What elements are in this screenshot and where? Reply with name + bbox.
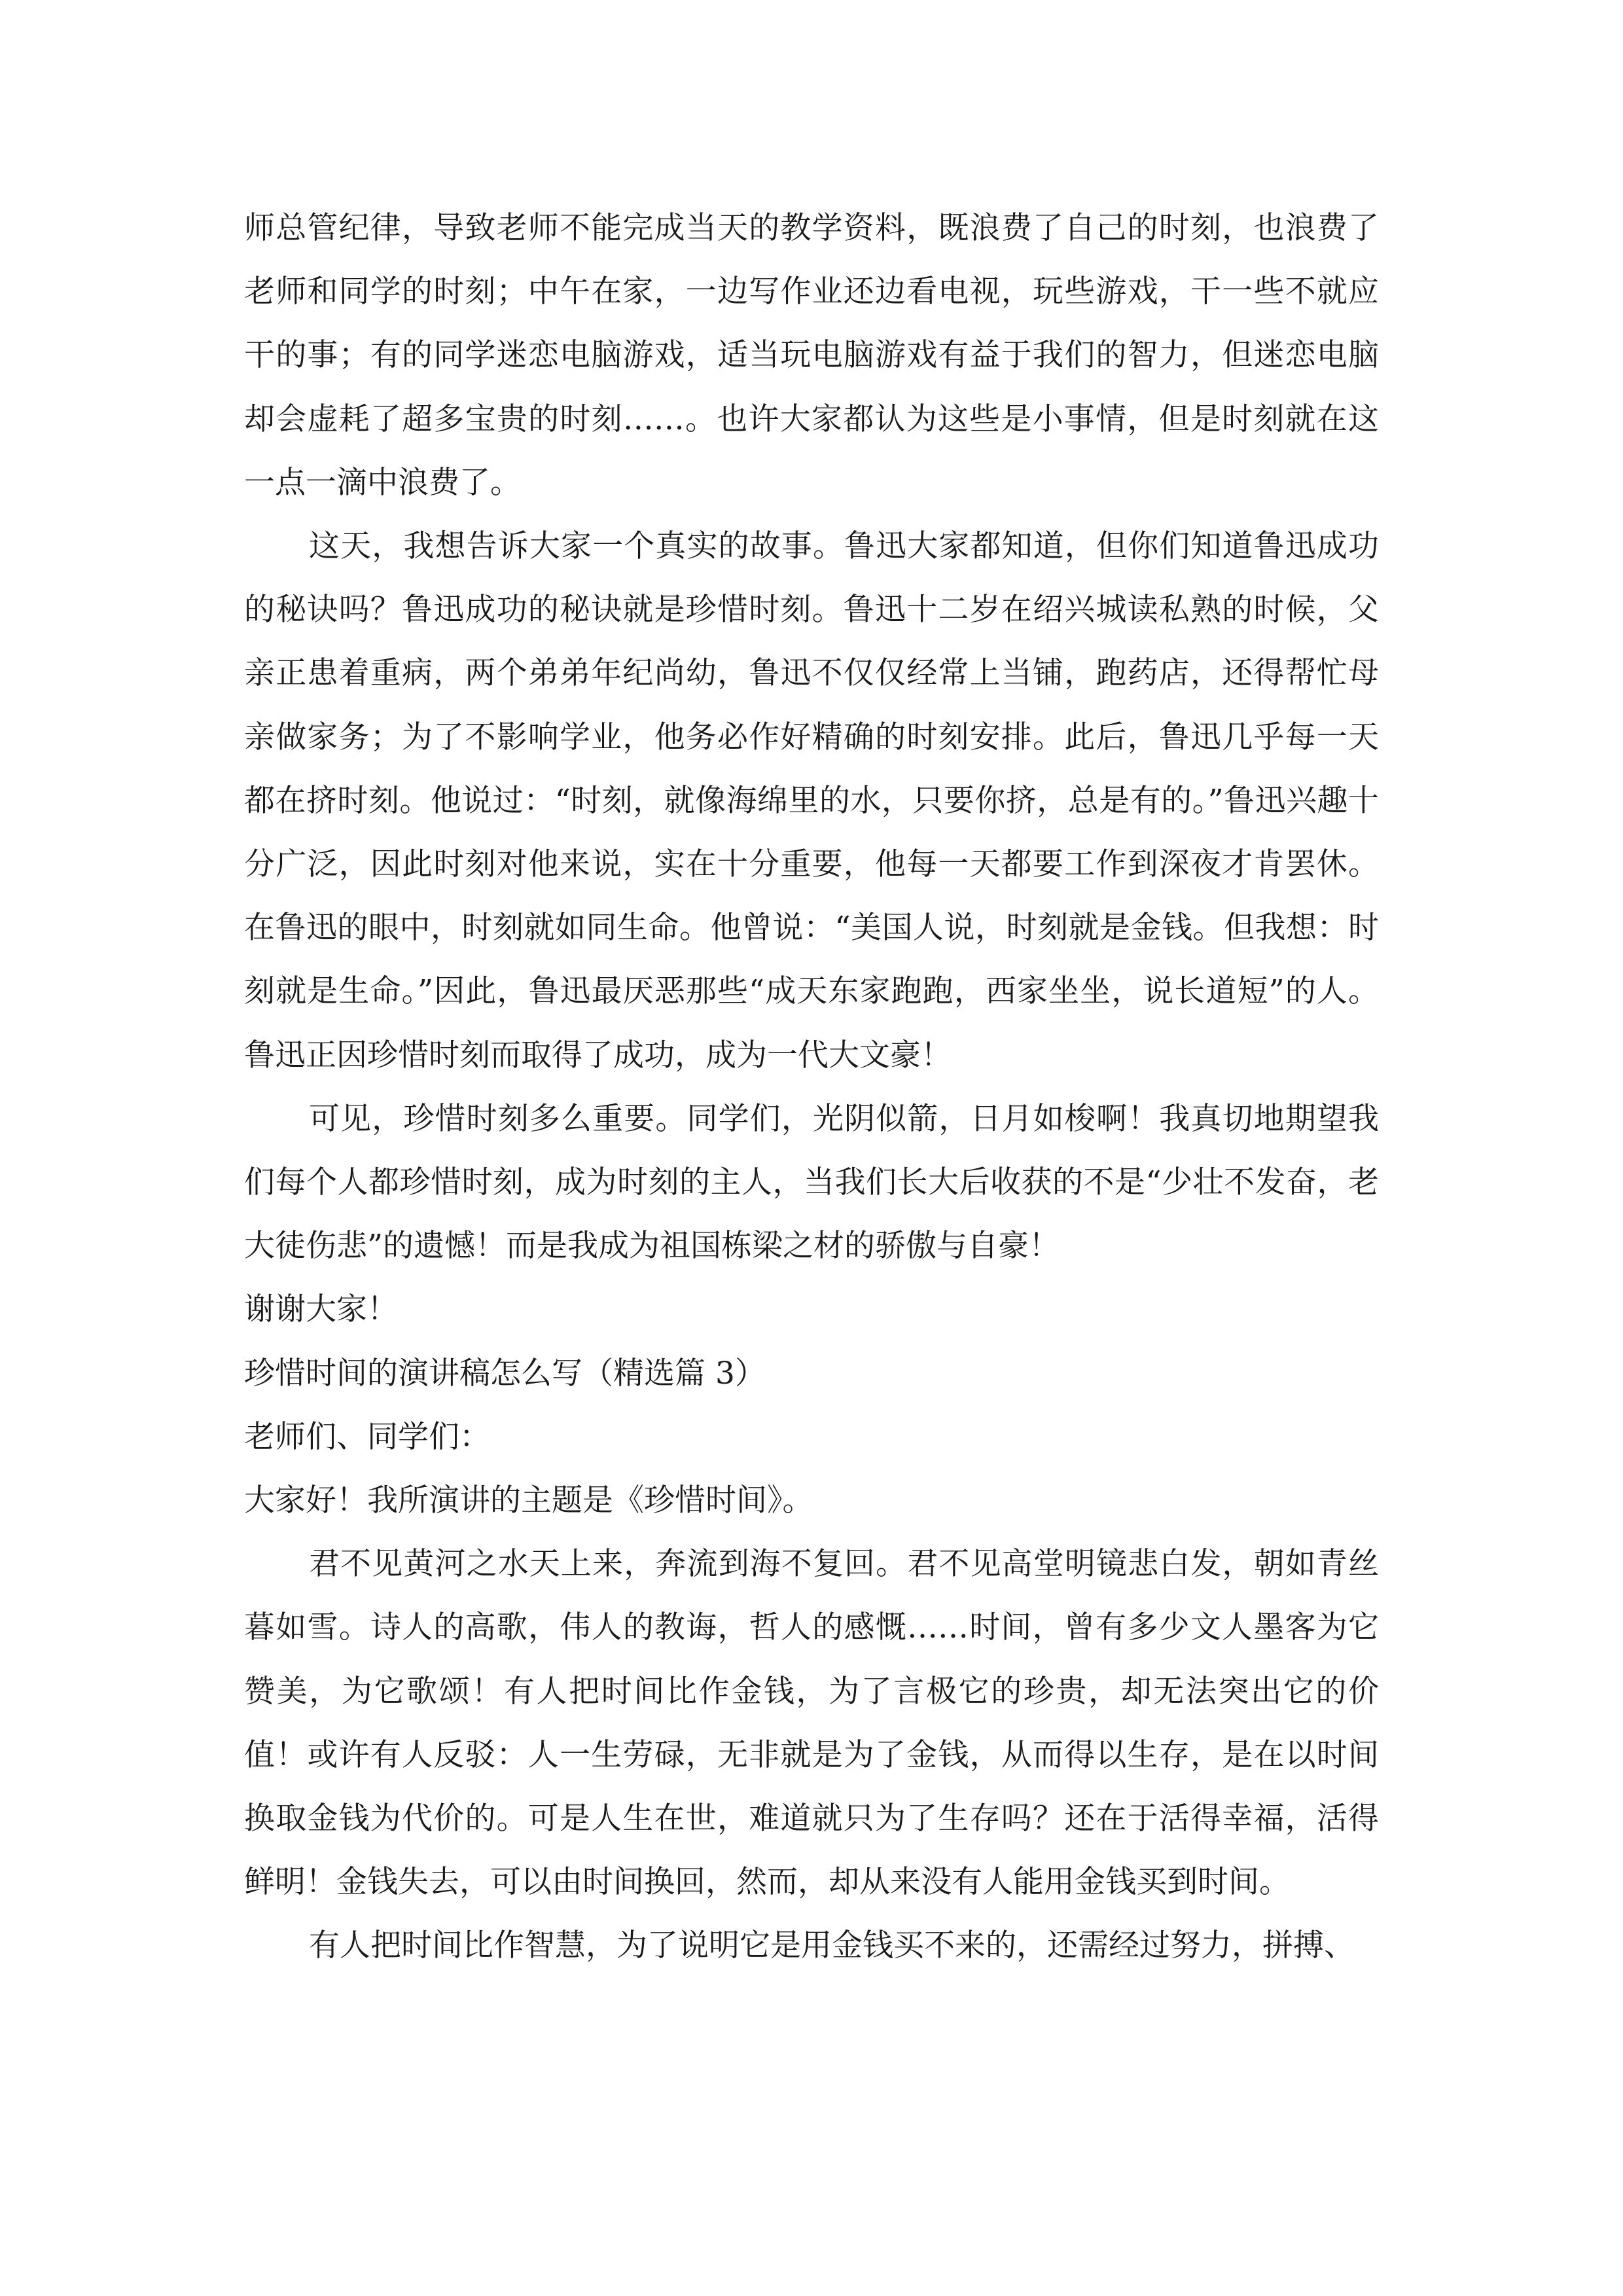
document-body (244, 196, 1379, 1978)
closing-thanks: 谢谢大家！ (244, 1291, 398, 1328)
paragraph-1: 师总管纪律，导致老师不能完成当天的教学资料，既浪费了自己的时刻，也浪费了老师和同学的时刻；中午在家，一边写作业还边看电视，玩些游戏，干一些不就应干的事；有的同学迷恋电脑游戏，适当玩电脑游戏有益于我们的智力，但迷恋电脑却会虚耗了超多宝贵的时刻……。也许大家都认为这些是小事情，但是时刻就在这一点一滴中浪费了。 (244, 210, 1379, 501)
paragraph-2: 这天，我想告诉大家一个真实的故事。鲁迅大家都知道，但你们知道鲁迅成功的秘诀吗？鲁迅成功的秘诀就是珍惜时刻。鲁迅十二岁在绍兴城读私熟的时候，父亲正患着重病，两个弟弟年纪尚幼，鲁迅不仅仅经常上当铺，跑药店，还得帮忙母亲做家务；为了不影响学业，他务必作好精确的时刻安排。此后，鲁迅几乎每一天都在挤时刻。他说过：“时刻，就像海绵里的水，只要你挤，总是有的。”鲁迅兴趣十分广泛，因此时刻对他来说，实在十分重要，他每一天都要工作到深夜才肯罢休。在鲁迅的眼中，时刻就如同生命。他曾说：“美国人说，时刻就是金钱。但我想：时刻就是生命。”因此，鲁迅最厌恶那些“成天东家跑跑，西家坐坐，说长道短”的人。鲁迅正因珍惜时刻而取得了成功，成为一代大文豪！ (244, 528, 1379, 1073)
greeting: 大家好！我所演讲的主题是《珍惜时间》。 (244, 1482, 813, 1519)
paragraph-3: 可见，珍惜时刻多么重要。同学们，光阴似箭，日月如梭啊！我真切地期望我们每个人都珍惜时刻，成为时刻的主人，当我们长大后收获的不是“少壮不发奋，老大徒伤悲”的遗憾！而是我成为祖国栋梁之材的骄傲与自豪！ (244, 1100, 1379, 1265)
section-title: 珍惜时间的演讲稿怎么写（精选篇 3） (244, 1355, 766, 1391)
paragraph-4: 君不见黄河之水天上来，奔流到海不复回。君不见高堂明镜悲白发，朝如青丝暮如雪。诗人的高歌，伟人的教诲，哲人的感慨……时间，曾有多少文人墨客为它赞美，为它歌颂！有人把时间比作金钱，为了言极它的珍贵，却无法突出它的价值！或许有人反驳：人一生劳碌，无非就是为了金钱，从而得以生存，是在以时间换取金钱为代价的。可是人生在世，难道就只为了生存吗？还在于活得幸福，活得鲜明！金钱失去，可以由时间换回，然而，却从来没有人能用金钱买到时间。 (244, 1546, 1379, 1901)
salutation: 老师们、同学们： (244, 1418, 490, 1455)
paragraph-5: 有人把时间比作智慧，为了说明它是用金钱买不来的，还需经过努力，拼搏、 (309, 1928, 1355, 1964)
